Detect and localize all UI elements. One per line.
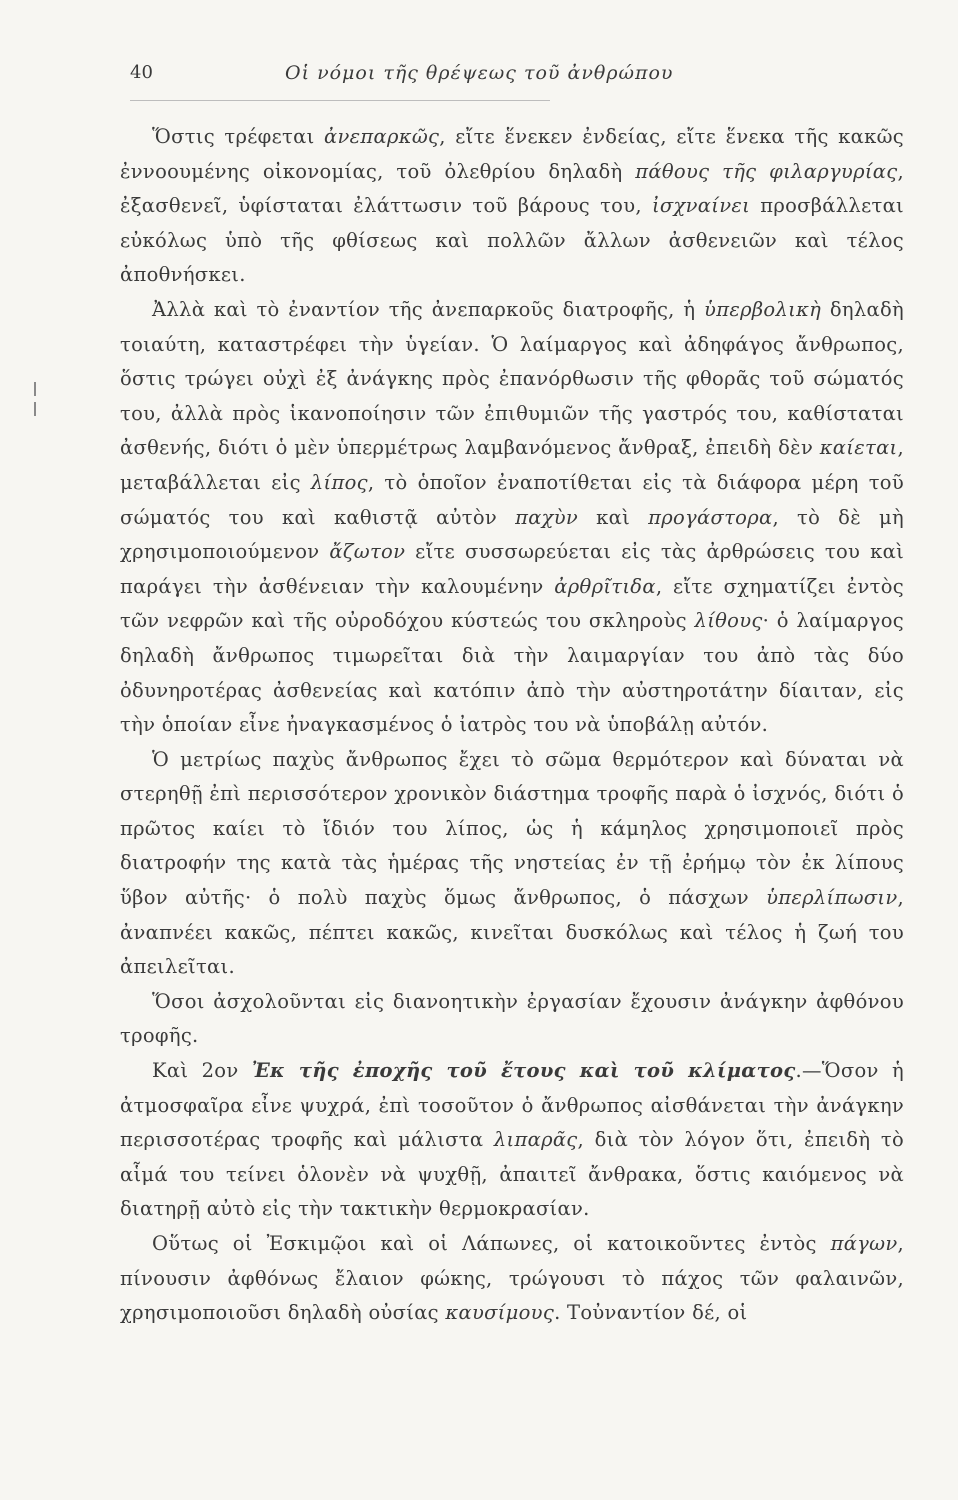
paragraph: Καὶ 2ον Ἐκ τῆς ἐποχῆς τοῦ ἔτους καὶ τοῦ κλίματος.—Ὅσον ἡ ἀτμοσφαῖρα εἶνε ψυχρά, ἐπὶ τοσοῦτον ὁ ἄνθρωπος αἰσθάνεται τὴν ἀνάγκην περισσοτέρας τροφῆς καὶ μάλιστα λιπαρᾶς, διὰ τὸν λόγον ὅτι, ἐπειδὴ τὸ αἷμά του τείνει ὁλονὲν νὰ ψυχθῇ, ἀπαιτεῖ ἄνθρακα, ὅστις καιόμενος νὰ διατηρῇ αὐτὸ εἰς τὴν τακτικὴν θερμοκρασίαν. [120,1059,905,1221]
paragraph: Ὅστις τρέφεται ἀνεπαρκῶς, εἴτε ἕνεκεν ἐνδείας, εἴτε ἕνεκα τῆς κακῶς ἐννοουμένης οἰκονομίας, τοῦ ὀλεθρίου δηλαδὴ πάθους τῆς φιλαργυρίας, ἐξασθενεῖ, ὑφίσταται ἐλάττωσιν τοῦ βάρους του, ἰσχναίνει προσβάλλεται εὐκόλως ὑπὸ τῆς φθίσεως καὶ πολλῶν ἄλλων ἀσθενειῶν καὶ τέλος ἀποθνήσκει. [120,125,904,287]
page-number: 40 [130,62,153,83]
body-text [120,120,904,1331]
running-title: Οἱ νόμοι τῆς θρέψεως τοῦ ἀνθρώπου [285,62,674,84]
margin-mark [34,402,36,416]
margin-mark [34,382,36,396]
paragraph: Ὅσοι ἀσχολοῦνται εἰς διανοητικὴν ἐργασίαν ἔχουσιν ἀνάγκην ἀφθόνου τροφῆς. [120,989,904,1048]
header-rule [130,100,550,101]
paragraph: Ἀλλὰ καὶ τὸ ἐναντίον τῆς ἀνεπαρκοῦς διατροφῆς, ἡ ὑπερβολικὴ δηλαδὴ τοιαύτη, καταστρέφει τὴν ὑγείαν. Ὁ λαίμαργος καὶ ἀδηφάγος ἄνθρωπος, ὅστις τρώγει οὐχὶ ἐξ ἀνάγκης πρὸς ἐπανόρθωσιν τῆς φθορᾶς τοῦ σώματός του, ἀλλὰ πρὸς ἱκανοποίησιν τῶν ἐπιθυμιῶν τῆς γαστρός του, καθίσταται ἀσθενής, διότι ὁ μὲν ὑπερμέτρως λαμβανόμενος ἄνθραξ, ἐπειδὴ δὲν καίεται, μεταβάλλεται εἰς λίπος, τὸ ὁποῖον ἐναποτίθεται εἰς τὰ διάφορα μέρη τοῦ σώματός του καὶ καθιστᾷ αὐτὸν παχὺν καὶ προγάστορα, τὸ δὲ μὴ χρησιμοποιούμενον ἄζωτον εἴτε συσσωρεύεται εἰς τὰς ἀρθρώσεις του καὶ παράγει τὴν ἀσθένειαν τὴν καλουμένην ἀρθρῖτιδα, εἴτε σχηματίζει ἐντὸς τῶν νεφρῶν καὶ τῆς οὐροδόχου κύστεώς του σκληροὺς λίθους· ὁ λαίμαργος δηλαδὴ ἄνθρωπος τιμωρεῖται διὰ τὴν λαιμαργίαν του ἀπὸ τὰς δύο ὀδυνηροτέρας ἀσθενείας καὶ κατόπιν ἀπὸ τὴν αὐστηροτάτην δίαιταν, εἰς τὴν ὁποίαν εἶνε ἠναγκασμένος ὁ ἰατρὸς του νὰ ὑποβάλῃ αὐτόν. [120,297,905,737]
section-heading: Ἐκ τῆς ἐποχῆς τοῦ ἔτους καὶ τοῦ κλίματος [251,1059,796,1083]
page-header [130,62,840,102]
paragraph: Οὕτως οἱ Ἐσκιμῷοι καὶ οἱ Λάπωνες, οἱ κατοικοῦντες ἐντὸς πάγων, πίνουσιν ἀφθόνως ἔλαιον φώκης, τρώγουσι τὸ πάχος τῶν φαλαινῶν, χρησιμοποιοῦσι δηλαδὴ οὐσίας καυσίμους. Τοὐναντίον δέ, οἱ [120,1232,904,1325]
paragraph: Ὁ μετρίως παχὺς ἄνθρωπος ἔχει τὸ σῶμα θερμότερον καὶ δύναται νὰ στερηθῇ ἐπὶ περισσότερον χρονικὸν διάστημα τροφῆς παρὰ ὁ ἰσχνός, διότι ὁ πρῶτος καίει τὸ ἴδιόν του λίπος, ὡς ἡ κάμηλος χρησιμοποιεῖ πρὸς διατροφήν της κατὰ τὰς ἡμέρας τῆς νηστείας ἐν τῇ ἐρήμῳ τὸν ἐκ λίπους ὕβον αὐτῆς· ὁ πολὺ παχὺς ὅμως ἄνθρωπος, ὁ πάσχων ὑπερλίπωσιν, ἀναπνέει κακῶς, πέπτει κακῶς, κινεῖται δυσκόλως καὶ τέλος ἡ ζωή του ἀπειλεῖται. [120,747,904,979]
